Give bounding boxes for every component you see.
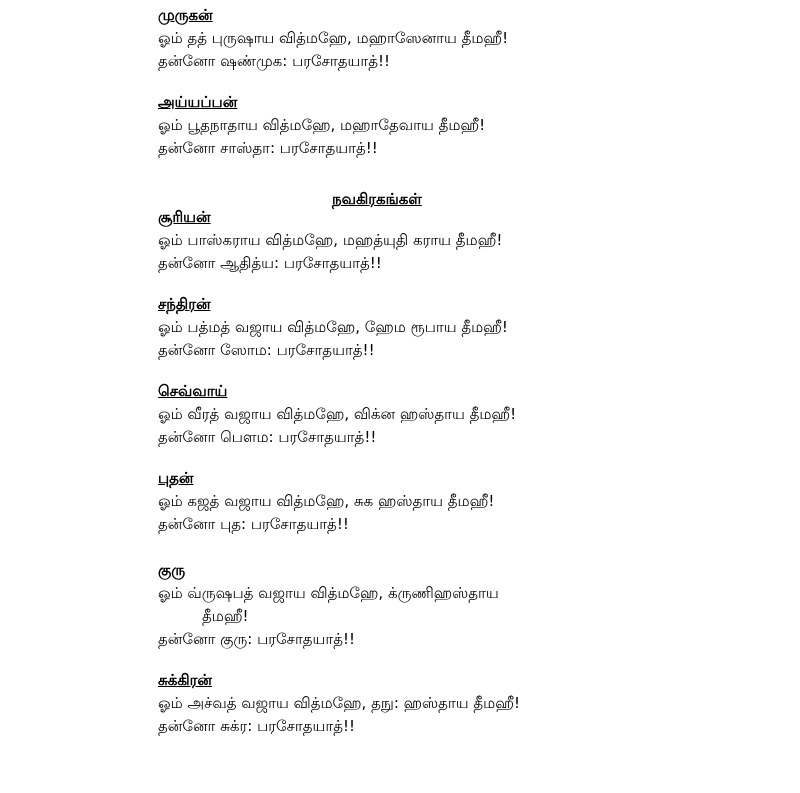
mantra-line: தன்னோ சாஸ்தா: பரசோதயாத்!! [158,139,378,157]
mantra-line: தன்னோ சுக்ர: பரசோதயாத்!! [158,717,356,735]
section-heading-ayyappan: அய்யப்பன் [158,93,238,111]
mantra-line: தன்னோ பௌம: பரசோதயாத்!! [158,428,377,446]
mantra-line-continuation: தீமஹீ! [202,607,249,625]
center-heading-navagraha: நவகிரகங்கள் [332,190,422,208]
mantra-line: ஓம் தத் புருஷாய வித்மஹே, மஹாஸேனாய தீமஹீ! [158,29,509,47]
mantra-line: ஓம் வ்ருஷபத் வஜாய வித்மஹே, க்ருணிஹஸ்தாய [158,584,499,602]
mantra-line: தன்னோ ஆதித்ய: பரசோதயாத்!! [158,254,382,272]
mantra-line: ஓம் கஜத் வஜாய வித்மஹே, சுக ஹஸ்தாய தீமஹீ! [158,492,495,510]
section-heading-suriyan: சூரியன் [158,208,211,226]
section-heading-budhan: புதன் [158,469,194,487]
mantra-line: தன்னோ குரு: பரசோதயாத்!! [158,630,356,648]
mantra-line: தன்னோ ஸோம: பரசோதயாத்!! [158,341,375,359]
mantra-line: தன்னோ ஷண்முக: பரசோதயாத்!! [158,52,391,70]
document-page [158,4,578,738]
mantra-line: ஓம் பத்மத் வஜாய வித்மஹே, ஹேம ரூபாய தீமஹீ! [158,318,508,336]
mantra-line: ஓம் அச்வத் வஜாய வித்மஹே, தநு: ஹஸ்தாய தீமஹீ! [158,694,520,712]
section-heading-sukkiran: சுக்கிரன் [158,671,212,689]
mantra-line: தன்னோ புத: பரசோதயாத்!! [158,515,349,533]
mantra-line: ஓம் வீரத் வஜாய வித்மஹே, விக்ன ஹஸ்தாய தீமஹீ! [158,405,517,423]
section-heading-sevvai: செவ்வாய் [158,382,228,400]
section-heading-chandiran: சந்திரன் [158,295,211,313]
mantra-line: ஓம் பூதநாதாய வித்மஹே, மஹாதேவாய தீமஹீ! [158,116,486,134]
mantra-line: ஓம் பாஸ்கராய வித்மஹே, மஹத்யுதி கராய தீமஹீ! [158,231,503,249]
section-heading-murugan: முருகன் [158,6,213,24]
section-heading-guru: குரு [158,561,186,579]
